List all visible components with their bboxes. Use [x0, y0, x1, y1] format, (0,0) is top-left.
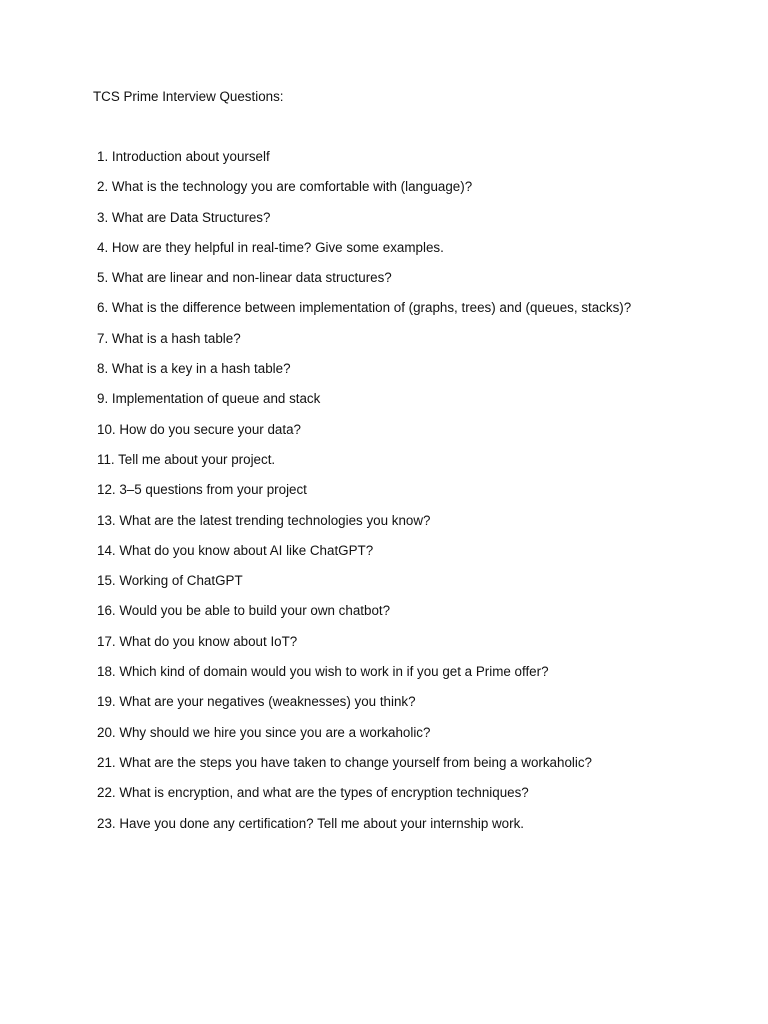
question-item: 17. What do you know about IoT? [97, 633, 298, 649]
question-item: 9. Implementation of queue and stack [97, 391, 321, 407]
document-title: TCS Prime Interview Questions: [93, 89, 284, 104]
question-item: 11. Tell me about your project. [97, 451, 276, 467]
question-item: 16. Would you be able to build your own chatbot? [97, 603, 391, 619]
question-item: 7. What is a hash table? [97, 330, 241, 346]
question-item: 23. Have you done any certification? Tell me about your internship work. [97, 815, 525, 831]
question-item: 10. How do you secure your data? [97, 421, 301, 437]
question-item: 3. What are Data Structures? [97, 209, 271, 225]
question-list [97, 148, 631, 845]
question-item: 18. Which kind of domain would you wish to work in if you get a Prime offer? [97, 664, 549, 680]
question-item: 8. What is a key in a hash table? [97, 361, 291, 377]
question-item: 4. How are they helpful in real-time? Give some examples. [97, 239, 444, 255]
question-item: 1. Introduction about yourself [97, 149, 270, 164]
question-item: 19. What are your negatives (weaknesses) you think? [97, 694, 416, 710]
question-item: 13. What are the latest trending technologies you know? [97, 512, 431, 528]
question-item: 2. What is the technology you are comfortable with (language)? [97, 179, 473, 195]
question-item: 12. 3–5 questions from your project [97, 482, 307, 498]
question-item: 21. What are the steps you have taken to change yourself from being a workaholic? [97, 754, 592, 770]
question-item: 22. What is encryption, and what are the types of encryption techniques? [97, 785, 529, 801]
question-item: 6. What is the difference between implementation of (graphs, trees) and (queues, stacks)? [97, 300, 632, 316]
question-item: 20. Why should we hire you since you are a workaholic? [97, 724, 431, 740]
question-item: 5. What are linear and non-linear data structures? [97, 270, 392, 286]
question-item: 14. What do you know about AI like ChatGPT? [97, 542, 374, 558]
question-item: 15. Working of ChatGPT [97, 573, 243, 589]
